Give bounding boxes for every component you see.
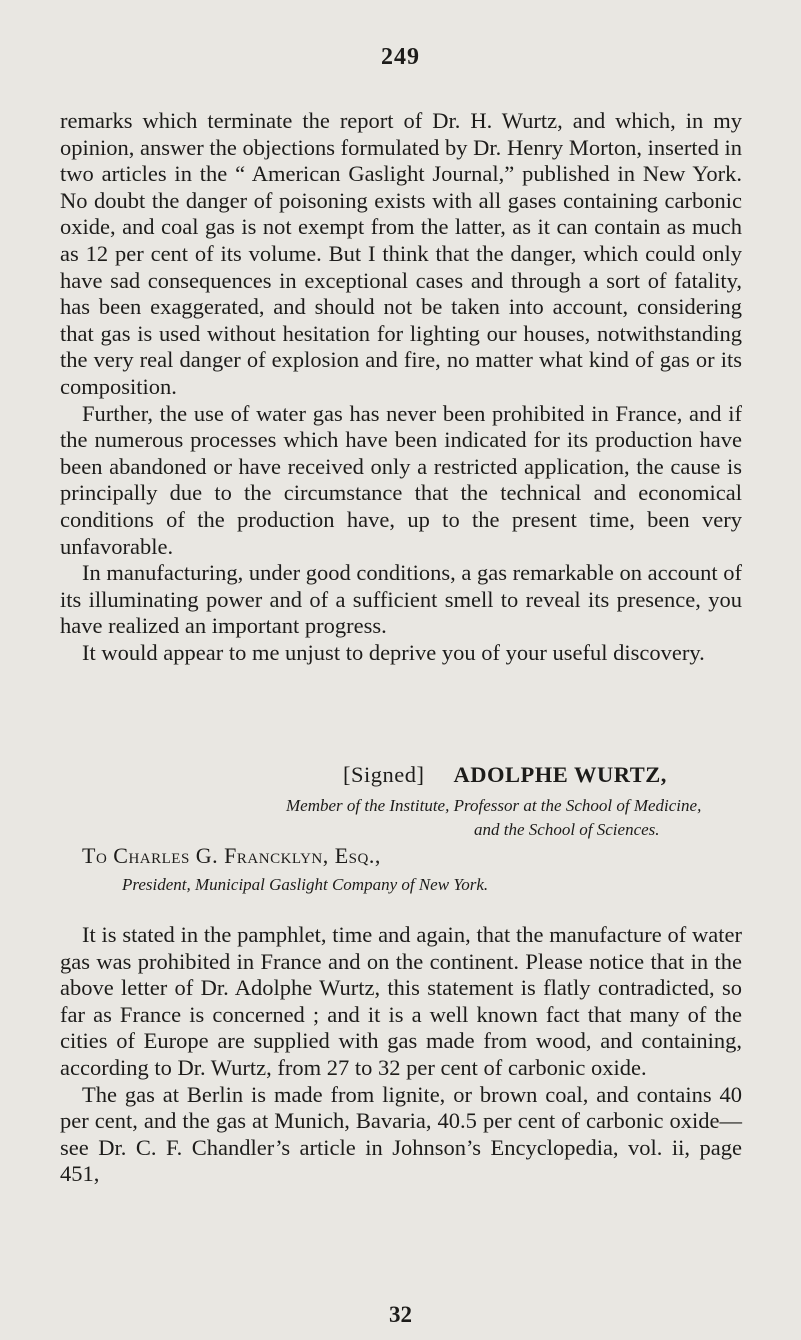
signatory-title: Member of the Institute, Professor at the School of Medicine, [286,796,702,815]
letter-body [60,108,742,666]
paragraph: The gas at Berlin is made from lignite, or brown coal, and contains 40 per cent, and the gas at Munich, Bavaria, 40.5 per cent of carbonic oxide—see Dr. C. F. Chandler’s article in Johnson’s Encyclopedia, vol. ii, page 451, [60,1081,742,1187]
paragraph: It is stated in the pamphlet, time and again, that the manufacture of water gas was prohibited in France and on the continent. Please notice that in the above letter of Dr. Adolphe Wurtz, this statement is flatly contradicted, so far as France is concerned ; and it is a well known fact that many of the cities of Europe are supplied with gas made from wood, and containing, according to Dr. Wurtz, from 27 to 32 per cent of carbonic oxide. [60,922,742,1080]
signatory-name: ADOLPHE WURTZ, [453,762,667,787]
signature-line [343,762,763,788]
commentary-body [60,922,742,1188]
addressee-title: President, Municipal Gaslight Company of New York. [122,875,489,894]
paragraph: In manufacturing, under good conditions, a gas remarkable on account of its illuminating power and of a sufficient smell to reveal its presence, you have realized an important progress. [60,560,742,639]
page-number: 249 [381,44,420,70]
paragraph: remarks which terminate the report of Dr. H. Wurtz, and which, in my opinion, answer the objections formulated by Dr. Henry Morton, inserted in two articles in the “ American Gaslight Journal,” published in New York. No doubt the danger of poisoning exists with all gases containing carbonic oxide, and coal gas is not exempt from the latter, as it can contain as much as 12 per cent of its volume. But I think that the danger, which could only have sad consequences in exceptional cases and through a sort of fatality, has been exaggerated, and should not be taken into account, considering that gas is used without hesitation for lighting our houses, notwithstanding the very real danger of explosion and fire, no matter what kind of gas or its composition. [60,108,742,399]
signature-mark: 32 [389,1302,412,1327]
signed-mark: [Signed] [343,762,425,787]
signatory-title-continued: and the School of Sciences. [474,820,660,839]
paragraph: Further, the use of water gas has never been prohibited in France, and if the numerous processes which have been indicated for its production have been abandoned or have received only a restricted application, the cause is principally due to the circumstance that the technical and economical conditions of the production have, up to the present time, been very unfavorable. [60,400,742,559]
paragraph: It would appear to me unjust to deprive you of your useful discovery. [82,639,705,665]
addressee-name: To Charles G. Francklyn, Esq., [82,843,381,868]
